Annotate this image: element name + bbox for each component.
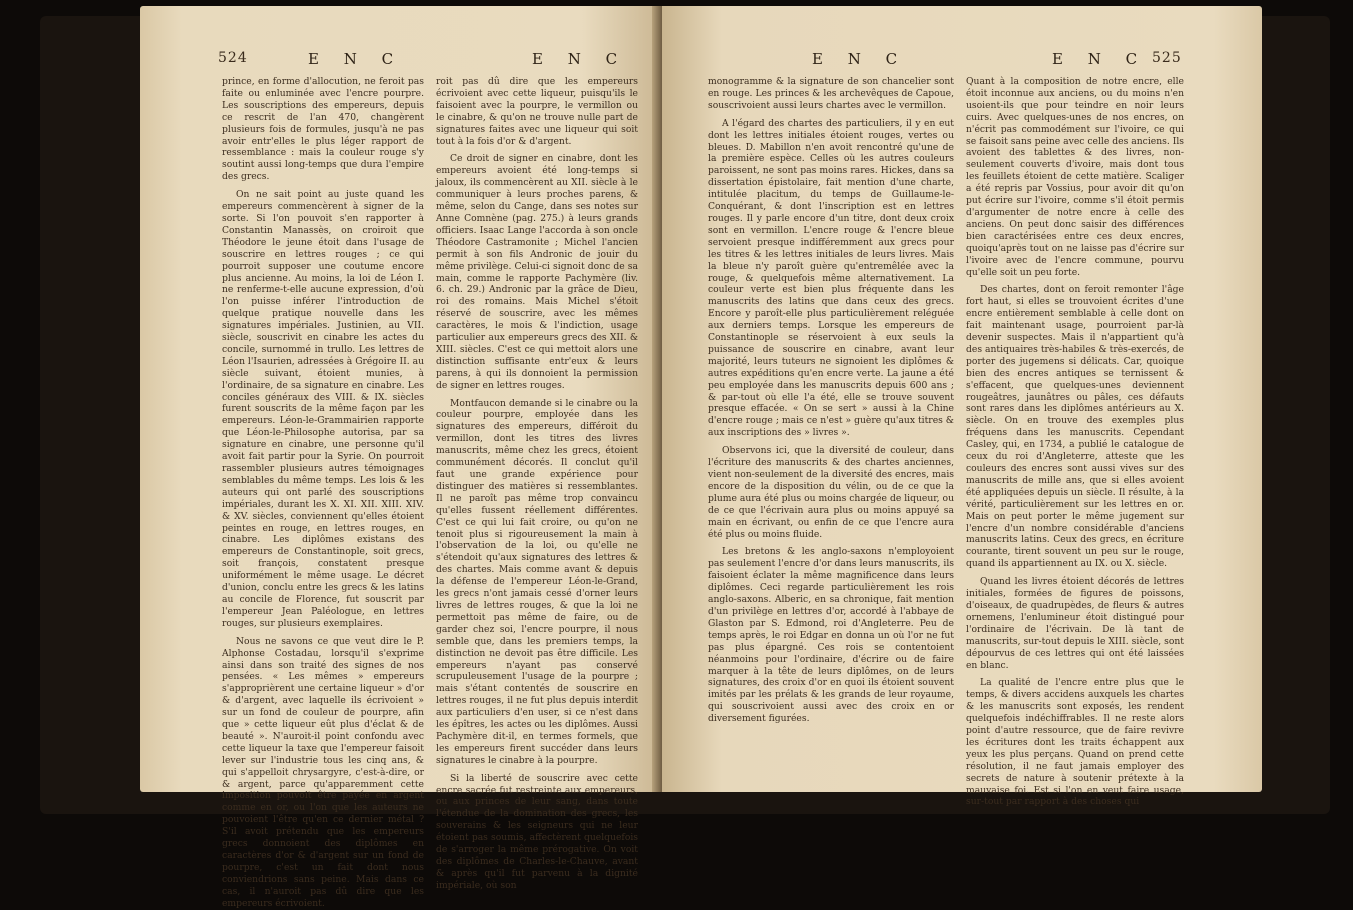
running-head-right-a: E N C bbox=[812, 50, 908, 68]
page-number-left: 524 bbox=[218, 50, 248, 66]
running-head-left-b: E N C bbox=[532, 50, 628, 68]
paragraph: Quant à la composition de notre encre, elle étoit inconnue aux anciens, ou du moins n'en usoient-ils que pour teindre en noir leurs cuirs. Avec quelques-unes de nos encres, on n'écrit pas commodément sur l'ivoire, ce qui se faisoit sans peine avec celle des anciens. Ils avoient des tablettes & des livres, non-seulement couverts d'ivoire, mais dont tous les feuillets étoient de cette matière. Scaliger a été repris par Vossius, pour avoir dit qu'on put écrire sur l'ivoire, comme s'il étoit permis d'argumenter de notre encre à celle des anciens. On peut donc saisir des différences bien caractérisées entre ces deux encres, quoiqu'après tout on ne laisse pas d'écrire sur l'ivoire avec de l'encre commune, pourvu qu'elle soit un peu forte. bbox=[966, 76, 1184, 278]
page-number-right: 525 bbox=[1152, 50, 1182, 66]
paragraph: Observons ici, que la diversité de couleur, dans l'écriture des manuscrits & des chartes anciennes, vient non-seulement de la diversité des encres, mais encore de la disposition du vélin, ou de ce que la plume aura été plus ou moins chargée de liqueur, ou de ce que l'écrivain aura plus ou moins appuyé sa main en écrivant, ou enfin de ce que l'encre aura été plus ou moins fluide. bbox=[708, 445, 954, 540]
paragraph: On ne sait point au juste quand les empereurs commencèrent à signer de la sorte. Si l'on pouvoit s'en rapporter à Constantin Manassès, on croiroit que Théodore le jeune étoit dans l'usage de souscrire en lettres rouges ; ce qui pourroit supposer une coutume encore plus ancienne. Au moins, la loi de Léon I. ne renferme-t-elle aucune expression, d'où l'on puisse inférer l'introduction de quelque pratique nouvelle dans les signatures impériales. Justinien, au VII. siècle, souscrivit en cinabre les actes du concile, surnommé in trullo. Les lettres de Léon l'Isaurien, adressées à Grégoire II. au siècle suivant, étoient munies, à l'ordinaire, de sa signature en cinabre. Les conciles généraux des VIII. & IX. siècles furent souscrits de la même façon par les empereurs. Léon-le-Grammairien rapporte que Léon-le-Philosophe autorisa, par sa signature en cinabre, une personne qu'il avoit fait partir pour la Syrie. On pourroit rassembler plusieurs autres témoignages semblables du même temps. Les lois & les auteurs qui ont parlé des souscriptions impériales, durant les X. XI. XII. XIII. XIV. & XV. siècles, conviennent qu'elles étoient peintes en rouge, en lettres rouges, en cinabre. Les diplômes existans des empereurs de Constantinople, soit grecs, soit françois, constatent presque uniformément le même usage. Le décret d'union, conclu entre les grecs & les latins au concile de Florence, fut souscrit par l'empereur Jean Paléologue, en lettres rouges, sur plusieurs exemplaires. bbox=[222, 189, 424, 629]
paragraph: Quand les livres étoient décorés de lettres initiales, formées de figures de poissons, d'oiseaux, de quadrupèdes, de fleurs & autres ornemens, l'enlumineur étoit distingué pour l'ordinaire de l'écrivain. De là tant de manuscrits, sur-tout depuis le XIII. siècle, sont dépourvus de ces lettres qui ont été laissées en blanc. bbox=[966, 576, 1184, 671]
right-page-column-2 bbox=[966, 76, 1184, 808]
paragraph: Des chartes, dont on feroit remonter l'âge fort haut, si elles se trouvoient écrites d'une encre entièrement semblable à celle dont on fait maintenant usage, pourroient par-là devenir suspectes. Mais il n'appartient qu'à des antiquaires très-habiles & très-exercés, de porter des jugemens si délicats. Car, quoique bien des encres antiques se ternissent & s'effacent, que quelques-unes deviennent rougeâtres, jaunâtres ou pâles, ces défauts sont rares dans les diplômes antérieurs au X. siècle. On en trouve des exemples plus fréquens dans les manuscrits. Cependant Casley, qui, en 1734, a publié le catalogue de ceux du roi d'Angleterre, atteste que les couleurs des encres sont aussi vives sur des manuscrits de mille ans, que si elles avoient été appliquées depuis un siècle. Il résulte, à la vérité, particulièrement sur les lettres en or. Mais on peut porter le même jugement sur l'encre d'un nombre considérable d'anciens manuscrits latins. Ceux des grecs, en écriture courante, tirent souvent un peu sur le rouge, quand ils appartiennent au IX. ou X. siècle. bbox=[966, 284, 1184, 570]
paragraph: prince, en forme d'allocution, ne feroit pas faite ou enluminée avec l'encre pourpre. Les souscriptions des empereurs, depuis ce rescrit de l'an 470, changèrent plusieurs fois de formules, jusqu'à ne pas avoir entr'elles le plus léger rapport de ressemblance : mais la couleur rouge s'y soutint aussi long-temps que dura l'empire des grecs. bbox=[222, 76, 424, 183]
left-page-column-2 bbox=[436, 76, 638, 891]
paragraph: roit pas dû dire que les empereurs écrivoient avec cette liqueur, puisqu'ils le faisoient avec la pourpre, le vermillon ou le cinabre, & qu'on ne trouve nulle part de signatures faites avec une liqueur qui soit tout à la fois d'or & d'argent. bbox=[436, 76, 638, 147]
left-page-column-1 bbox=[222, 76, 424, 909]
left-page bbox=[140, 6, 660, 909]
running-head-left-a: E N C bbox=[308, 50, 404, 68]
paragraph: Montfaucon demande si le cinabre ou la couleur pourpre, employée dans les signatures des empereurs, différoit du vermillon, dont les titres des livres manuscrits, même chez les grecs, étoient communément décorés. Il conclut qu'il faut une grande expérience pour distinguer des matières si ressemblantes. Il ne paroît pas même trop convaincu qu'elles fussent réellement différentes. C'est ce qui lui fait croire, ou qu'on ne tenoit plus si rigoureusement la main à l'observation de la loi, ou qu'elle ne s'étendoit qu'aux signatures des lettres & des chartes. Mais comme avant & depuis la défense de l'empereur Léon-le-Grand, les grecs n'ont jamais cessé d'orner leurs livres de lettres rouges, & que la loi ne permettoit pas même de faire, ou de garder chez soi, l'encre pourpre, il nous semble que, dans les premiers temps, la distinction ne devoit pas être difficile. Les empereurs n'ayant pas conservé scrupuleusement l'usage de la pourpre ; mais s'étant contentés de souscrire en lettres rouges, il ne fut plus depuis interdit aux particuliers d'en user, si ce n'est dans les épîtres, les actes ou les diplômes. Aussi Pachymère dit-il, en termes formels, que les empereurs firent succéder dans leurs signatures le cinabre à la pourpre. bbox=[436, 397, 638, 766]
paragraph: Nous ne savons ce que veut dire le P. Alphonse Costadau, lorsqu'il s'exprime ainsi dans son traité des signes de nos pensées. « Les mêmes » empereurs s'approprièrent une certaine liqueur » d'or & d'argent, avec laquelle ils écrivoient » sur un fond de couleur de pourpre, afin que » cette liqueur eût plus d'éclat & de beauté ». N'auroit-il point confondu avec cette liqueur la taxe que l'empereur faisoit lever sur l'industrie tous les cinq ans, & qui s'appelloit chrysargyre, c'est-à-dire, or & argent, parce qu'apparemment cette imposition pouvoit être payée en argent comme en or, ou l'on que les auteurs ne pouvoient l'être qu'en ce dernier métal ? S'il avoit prétendu que les empereurs grecs donnoient des diplômes en caractères d'or & d'argent sur un fond de pourpre, c'est un fait dont nous conviendrions sans peine. Mais dans ce cas, il n'auroit pas dû dire que les empereurs écrivoient. bbox=[222, 635, 424, 909]
paragraph: Si la liberté de souscrire avec cette encre sacrée fut restreinte aux empereurs, ou aux princes de leur sang, dans toute l'étendue de la domination des grecs, les souverains & les seigneurs qui ne leur étoient pas soumis, affectèrent quelquefois de s'arroger la même prérogative. On voit des diplômes de Charles-le-Chauve, avant & après qu'il fut parvenu à la dignité impériale, où son bbox=[436, 772, 638, 891]
paragraph: monogramme & la signature de son chancelier sont en rouge. Les princes & les archevêques de Capoue, souscrivoient aussi leurs chartes avec le vermillon. bbox=[708, 76, 954, 111]
right-page-column-1 bbox=[708, 76, 954, 776]
paragraph: Les bretons & les anglo-saxons n'employoient pas seulement l'encre d'or dans leurs manuscrits, ils faisoient éclater la même magnificence dans leurs diplômes. Ceci regarde particulièrement les rois anglo-saxons. Alberic, en sa chronique, fait mention d'un privilège en lettres d'or, accordé à l'abbaye de Glaston par S. Edmond, roi d'Angleterre. Peu de temps après, le roi Edgar en donna un où l'or ne fut pas plus épargné. Ces rois se contentoient néanmoins pour l'ordinaire, d'écrire ou de faire marquer à la tête de leurs diplômes, on de leurs signatures, des croix d'or en quoi ils étoient souvent imités par les prélats & les grands de leur royaume, qui souscrivoient aussi avec des croix en or diversement figurées. bbox=[708, 546, 954, 725]
paragraph: La qualité de l'encre entre plus que le temps, & divers accidens auxquels les chartes & les manuscrits sont exposés, les rendent quelquefois indéchiffrables. Il ne reste alors point d'autre ressource, que de faire revivre les écritures dont les traits échappent aux yeux les plus perçans. Quand on prend cette résolution, il ne faut jamais employer des secrets de nature à soutenir prétexte à la mauvaise foi. Est si l'on en veut faire usage, sur-tout par rapport à des choses qui bbox=[966, 677, 1184, 808]
running-head-right-b: E N C bbox=[1052, 50, 1148, 68]
paragraph: Ce droit de signer en cinabre, dont les empereurs avoient été long-temps si jaloux, ils commencèrent au XII. siècle à le communiquer à leurs proches parens, & même, selon du Cange, dans ses notes sur Anne Comnène (pag. 275.) à leurs grands officiers. Isaac Lange l'accorda à son oncle Théodore Castramonite ; Michel l'ancien permit à son fils Andronic de jouir du même privilège. Celui-ci signoit donc de sa main, comme le rapporte Pachymère (liv. 6. ch. 29.) Andronic par la grâce de Dieu, roi des romains. Mais Michel s'étoit réservé de souscrire, avec les mêmes caractères, le mois & l'indiction, usage particulier aux empereurs grecs des XII. & XIII. siècles. C'est ce qui mettoit alors une distinction suffisante entr'eux & leurs parens, à qui ils donnoient la permission de signer en lettres rouges. bbox=[436, 153, 638, 391]
paragraph: A l'égard des chartes des particuliers, il y en eut dont les lettres initiales étoient rouges, vertes ou bleues. D. Mabillon n'en avoit rencontré qu'une de la première espèce. Celles où les autres couleurs paroissent, ne sont pas moins rares. Hickes, dans sa dissertation épistolaire, fait mention d'une charte, intitulée placitum, du temps de Guillaume-le-Conquérant, & dont l'inscription est en lettres rouges. Il y parle encore d'un titre, dont deux croix sont en vermillon. L'encre rouge & l'encre bleue servoient presque indifféremment aux grecs pour les titres & les lettres initiales de leurs livres. Mais la bleue n'y paroît guère qu'entremêlée avec la rouge, & quelquefois même alternativement. La couleur verte est bien plus fréquente dans les manuscrits des latins que dans ceux des grecs. Encore y paroît-elle plus particulièrement reléguée aux derniers temps. Lorsque les empereurs de Constantinople se réservoient à eux seuls la puissance de souscrire en cinabre, avant leur majorité, leurs tuteurs ne signoient les diplômes & autres expéditions qu'en encre verte. La jaune a été peu employée dans les manuscrits depuis 600 ans ; & par-tout où elle l'a été, elle se trouve souvent presque effacée. « On se sert » aussi à la Chine d'encre rouge ; mais ce n'est » guère qu'aux titres & aux inscriptions des » livres ». bbox=[708, 117, 954, 439]
right-page bbox=[662, 6, 1262, 808]
